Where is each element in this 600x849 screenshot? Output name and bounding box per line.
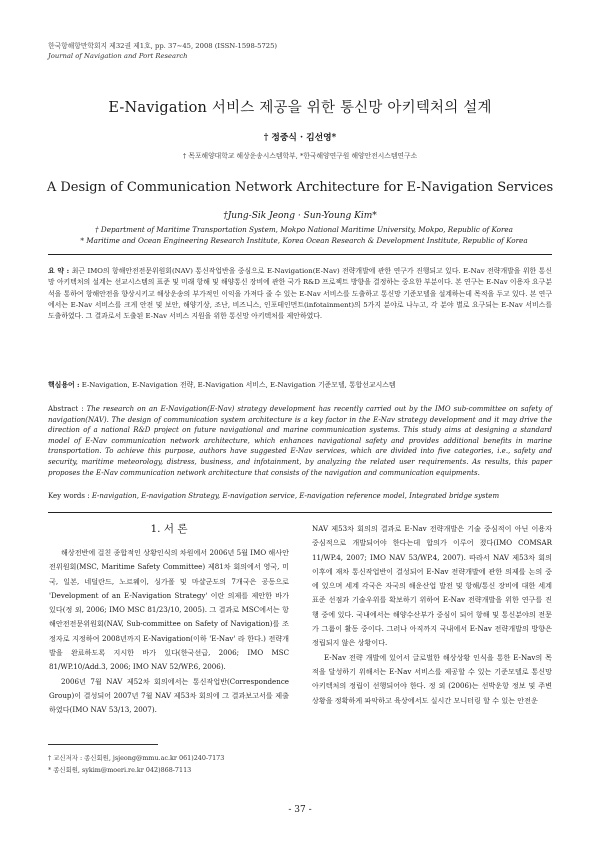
abstract-korean bbox=[48, 266, 552, 322]
abstract-english-label: Abstract : bbox=[48, 405, 84, 413]
abstract-korean-text: 최근 IMO의 항해안전전문위원회(NAV) 통신작업반을 중심으로 E-Navigation(E-Nav) 전략개발에 관한 연구가 진행되고 있다. E-Nav 전략개발을 위한 통신망 아키텍처의 설계는 선교시스템의 표준 및 미래 항해 및 해양통신 장비에 관한 국가 R&D 프로젝트 방향을 결정하는 중요한 부분이다. 본 연구는 E-Nav 이용자 요구분석을 통하여 항해안전을 향상시키고 해상운송의 부가적인 이익을 가져다 줄 수 있는 E-Nav 서비스를 도출하고 통신망 기준모델을 설계하는데 목적을 두고 있다. 본 연구에서는 E-Nav 서비스를 크게 안전 및 보안, 해양기상, 조난, 비즈니스, 인포테인먼트(infotainment)의 5가지 분야로 나누고, 각 분야 별로 요구되는 E-Nav 서비스를 도출하였다. 그 결과로서 도출된 E-Nav 서비스 지원을 위한 통신망 아키텍처를 제안하였다. bbox=[48, 267, 552, 321]
keywords-korean bbox=[48, 380, 552, 391]
body-paragraph: E-Nav 전략 개발에 있어서 글로벌한 해상상황 인식을 통한 E-Nav의 목적을 달성하기 위해서는 E-Nav 서비스를 제공할 수 있는 기준모델로 통신망 아키텍처의 정립이 선행되어야 한다. 정 외 (2006)는 선박운항 정보 및 주변상황을 정확하게 파악하고 육상에서도 실시간 모니터링 할 수 있는 안전운 bbox=[312, 652, 552, 705]
body-paragraph: 2006년 7월 NAV 제52차 회의에서는 통신작업반(Correspondence Group)이 결성되어 2007년 7월 NAV 제53차 회의에 그 결과보고서를 제출하였다(IMO NAV 53/13, 2007). bbox=[49, 676, 289, 715]
affiliation-english-1: † Department of Maritime Transportation System, Mokpo National Maritime University, Mokpo, Republic of Korea bbox=[95, 225, 513, 234]
body-column-right bbox=[312, 522, 552, 708]
footnote-corresponding-author: † 교신저자 : 종신회원, jsjeong@mmu.ac.kr 061)240-7173 bbox=[48, 754, 225, 762]
journal-name-en: Journal of Navigation and Port Research bbox=[48, 52, 188, 60]
abstract-korean-label: 요 약 : bbox=[48, 267, 70, 275]
page-number: - 37 - bbox=[288, 805, 312, 815]
journal-header bbox=[48, 41, 548, 61]
footnote-coauthor: * 종신회원, sykim@moeri.re.kr 042)868-7113 bbox=[48, 766, 192, 774]
title-english: A Design of Communication Network Architecture for E-Navigation Services bbox=[46, 180, 554, 195]
affiliation-english bbox=[44, 224, 564, 246]
body-paragraph: 해상전반에 걸친 종합적인 상황인식의 차원에서 2006년 5월 IMO 해사안전위원회(MSC, Maritime Safety Committee) 제81차 회의에서 영국, 미국, 일본, 네덜란드, 노르웨이, 싱가폴 및 마샬군도의 7개국은 공동으로 'Development of an E-Navigation Strategy' 이란 의제를 제안한 바가 있다(정 외, 2006; IMO MSC 81/23/10, 2005). 그 결과로 MSC에서는 항해안전전문위원회(NAV, Sub-committee on Safety of Navigation)를 조정자로 지정하여 2008년까지 E-Navigation(이하 'E-Nav' 라 한다.) 전략개발을 완료하도록 지시한 바가 있다(한국선급, 2006; IMO MSC 81/WP.10/Add.3, 2006; IMO NAV 52/WP.6, 2006). bbox=[49, 548, 289, 672]
keywords-korean-label: 핵심용어 : bbox=[48, 381, 80, 389]
keywords-english-label: Key words : bbox=[48, 492, 90, 500]
body-paragraph: NAV 제53차 회의의 결과로 E-Nav 전략개발은 기술 중심적이 아닌 이용자 중심적으로 개발되어야 한다는데 합의가 이루어 졌다(IMO COMSAR 11/WP.4, 2007; IMO NAV 53/WP.4, 2007). 따라서 NAV 제53차 회의 이후에 재차 통신작업반이 결성되어 E-Nav 전략개발에 관한 의제를 논의 중에 있으며 세계 각국은 자국의 해운산업 발전 및 항해/통신 장비에 대한 세계 표준 선점과 기술우위를 확보하기 위하여 E-Nav 전략개발을 위한 연구를 진행 중에 있다. 국내에서는 해양수산부가 중심이 되어 항해 및 통신분야의 전문가 그룹이 활동 중이다. 그러나 아직까지 국내에서 E-Nav 전략개발의 방향은 정립되지 않은 상황이다. bbox=[312, 524, 552, 648]
keywords-korean-text: E-Navigation, E-Navigation 전략, E-Navigation 서비스, E-Navigation 기준모델, 통합선교시스템 bbox=[81, 381, 396, 389]
authors-english: †Jung-Sik Jeong · Sun-Young Kim* bbox=[223, 211, 377, 221]
affiliation-english-2: * Maritime and Ocean Engineering Research Institute, Korea Ocean Research & Development Institute, Republic of Korea bbox=[80, 236, 528, 245]
abstract-top-rule bbox=[48, 254, 552, 255]
affiliation-korean: † 목포해양대학교 해상운송시스템학부, *한국해양연구원 해양안전시스템연구소 bbox=[182, 152, 418, 160]
abstract-english-text: The research on an E-Navigation(E-Nav) strategy development has recently carried out by the IMO sub-committee on safety of navigation(NAV). The design of communication system architecture is a key factor in the E-Nav strategy development and it may drive the direction of a national R&D project on future navigational and marine communication systems. This study aims at designing a standard model of E-Nav communication network architecture, which enhances navigational safety and provides additional benefits in marine transportation. To achieve this purpose, authors have suggested E-Nav services, which are divided into five categories, i.e., safety and security, maritime meteorology, distress, business, and infotainment, by analyzing the related user requirements. As results, this paper proposes the E-Nav communication network architecture that consists of the navigation and communication equipments. bbox=[48, 405, 552, 477]
footnote-rule bbox=[48, 744, 158, 745]
footnotes bbox=[48, 752, 348, 776]
keywords-english-text: E-navigation, E-navigation Strategy, E-navigation service, E-navigation reference model, Integrated bridge system bbox=[91, 492, 500, 500]
journal-citation: 한국항해항만학회지 제32권 제1호, pp. 37∼45, 2008 (ISSN-1598-5725) bbox=[48, 42, 278, 50]
authors-korean: † 정중식 · 김선영* bbox=[263, 133, 337, 143]
section-title-introduction: 1. 서 론 bbox=[150, 523, 188, 535]
title-korean: E-Navigation 서비스 제공을 위한 통신망 아키텍처의 설계 bbox=[108, 100, 492, 116]
abstract-bottom-rule bbox=[48, 512, 552, 513]
abstract-english bbox=[48, 404, 552, 478]
keywords-english bbox=[48, 491, 552, 501]
body-column-left bbox=[49, 522, 289, 718]
